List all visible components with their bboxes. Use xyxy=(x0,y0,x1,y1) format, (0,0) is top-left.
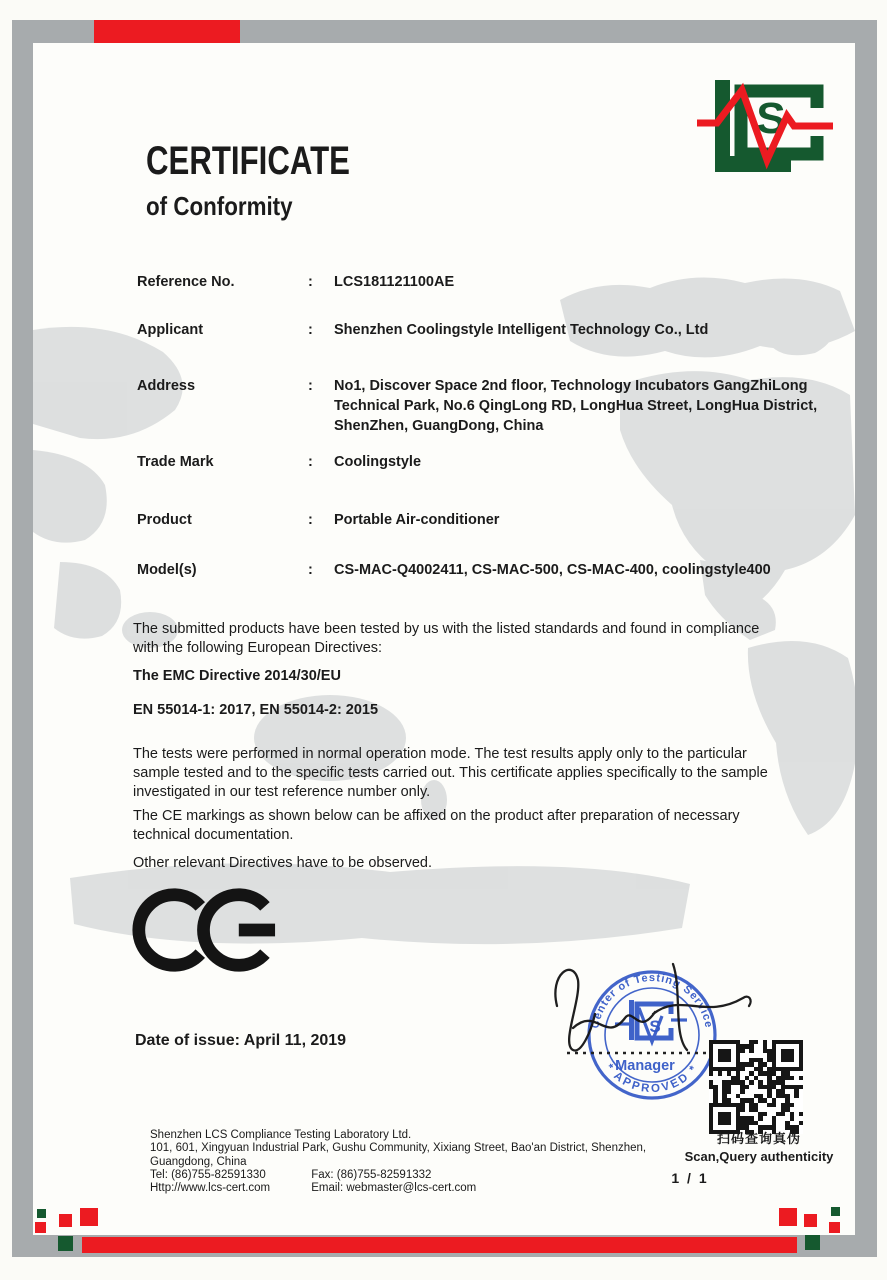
field-value-trade-mark: Coolingstyle xyxy=(334,454,422,470)
field-row-address xyxy=(137,376,829,436)
field-colon: : xyxy=(308,454,313,470)
compliance-intro: The submitted products have been tested by us with the listed standards and found in compliance with the following European Directives: xyxy=(133,621,760,657)
corner-square xyxy=(829,1222,840,1233)
test-note: The tests were performed in normal operation mode. The test results apply only to the particular sample tested and to the specific tests carried out. This certificate applies specifically to the sample investigated in our test reference number only. xyxy=(133,746,768,801)
footer-tel-fax xyxy=(150,1169,670,1182)
date-of-issue: Date of issue: April 11, 2019 xyxy=(135,1032,347,1049)
ce-mark-icon xyxy=(131,884,278,976)
field-colon: : xyxy=(308,378,313,394)
standards-line: EN 55014-1: 2017, EN 55014-2: 2015 xyxy=(133,702,379,718)
corner-square xyxy=(58,1236,73,1251)
corner-square xyxy=(37,1209,46,1218)
field-colon: : xyxy=(308,274,313,290)
corner-square xyxy=(779,1208,797,1226)
footer-fax: Fax: (86)755-82591332 xyxy=(311,1168,432,1181)
qr-label-cn: 扫码查询真伪 xyxy=(716,1131,801,1146)
corner-square xyxy=(80,1208,98,1226)
field-value-product: Portable Air-conditioner xyxy=(334,512,500,528)
certificate-title: CERTIFICATE xyxy=(146,139,350,183)
qr-labels xyxy=(664,1128,854,1164)
other-directives-note: Other relevant Directives have to be observed. xyxy=(133,855,433,871)
footer-block xyxy=(150,1129,670,1195)
field-row-reference-no xyxy=(137,272,454,292)
stamp-logo-s: S xyxy=(649,1017,661,1036)
emc-directive-line: The EMC Directive 2014/30/EU xyxy=(133,668,341,684)
field-label: Product xyxy=(137,512,192,528)
logo-c-gap xyxy=(807,108,825,136)
bottom-red-bar-decoration xyxy=(82,1237,797,1253)
field-colon: : xyxy=(308,512,313,528)
field-row-trade-mark xyxy=(137,452,421,472)
corner-square xyxy=(35,1222,46,1233)
field-value-models: CS-MAC-Q4002411, CS-MAC-500, CS-MAC-400, coolingstyle400 xyxy=(334,562,771,578)
corner-square xyxy=(804,1214,817,1227)
field-row-product xyxy=(137,510,499,530)
footer-address1: 101, 601, Xingyuan Industrial Park, Gushu Community, Xixiang Street, Bao'an District, Shenzhen, xyxy=(150,1142,647,1155)
footer-email: Email: webmaster@lcs-cert.com xyxy=(311,1182,477,1195)
ce-letter-c xyxy=(139,895,200,966)
footer-web-email xyxy=(150,1182,670,1195)
field-label: Trade Mark xyxy=(137,454,214,470)
stamp-manager-label: Manager xyxy=(615,1058,675,1074)
field-row-models xyxy=(137,560,771,580)
footer-company: Shenzhen LCS Compliance Testing Laboratory Ltd. xyxy=(150,1129,412,1141)
corner-square xyxy=(59,1214,72,1227)
page-number: 1 / 1 xyxy=(671,1170,709,1186)
corner-square xyxy=(831,1207,840,1216)
lcs-logo xyxy=(695,76,835,176)
field-colon: : xyxy=(308,322,313,338)
stamp-arc-top-text: Center of Testing Service xyxy=(589,971,715,1030)
qr-code xyxy=(709,1040,803,1134)
ce-note: The CE markings as shown below can be affixed on the product after preparation of necessary technical documentation. xyxy=(133,808,740,844)
logo-s-letter: S xyxy=(756,94,786,143)
title-block xyxy=(146,139,407,222)
corner-square xyxy=(805,1235,820,1250)
field-label: Model(s) xyxy=(137,562,197,578)
stamp-arc-bottom-text: * APPROVED * xyxy=(602,1062,702,1096)
qr-label-en: Scan,Query authenticity xyxy=(684,1149,834,1164)
field-value-address: No1, Discover Space 2nd floor, Technology Incubators GangZhiLong Technical Park, No.6 QingLong RD, LongHua Street, LongHua District, ShenZhen, GuangDong, China xyxy=(334,378,818,434)
field-label: Address xyxy=(137,378,196,394)
field-row-applicant xyxy=(137,320,708,340)
footer-web: Http://www.lcs-cert.com xyxy=(150,1182,271,1195)
field-label: Applicant xyxy=(137,322,204,338)
field-value-applicant: Shenzhen Coolingstyle Intelligent Technology Co., Ltd xyxy=(334,322,709,338)
field-label: Reference No. xyxy=(137,274,235,290)
footer-address2: Guangdong, China xyxy=(150,1155,247,1168)
top-red-bar-decoration xyxy=(94,20,240,43)
certificate-subtitle: of Conformity xyxy=(146,191,293,221)
field-value-reference-no: LCS181121100AE xyxy=(334,274,455,290)
footer-tel: Tel: (86)755-82591330 xyxy=(150,1168,266,1181)
field-colon: : xyxy=(308,562,313,578)
